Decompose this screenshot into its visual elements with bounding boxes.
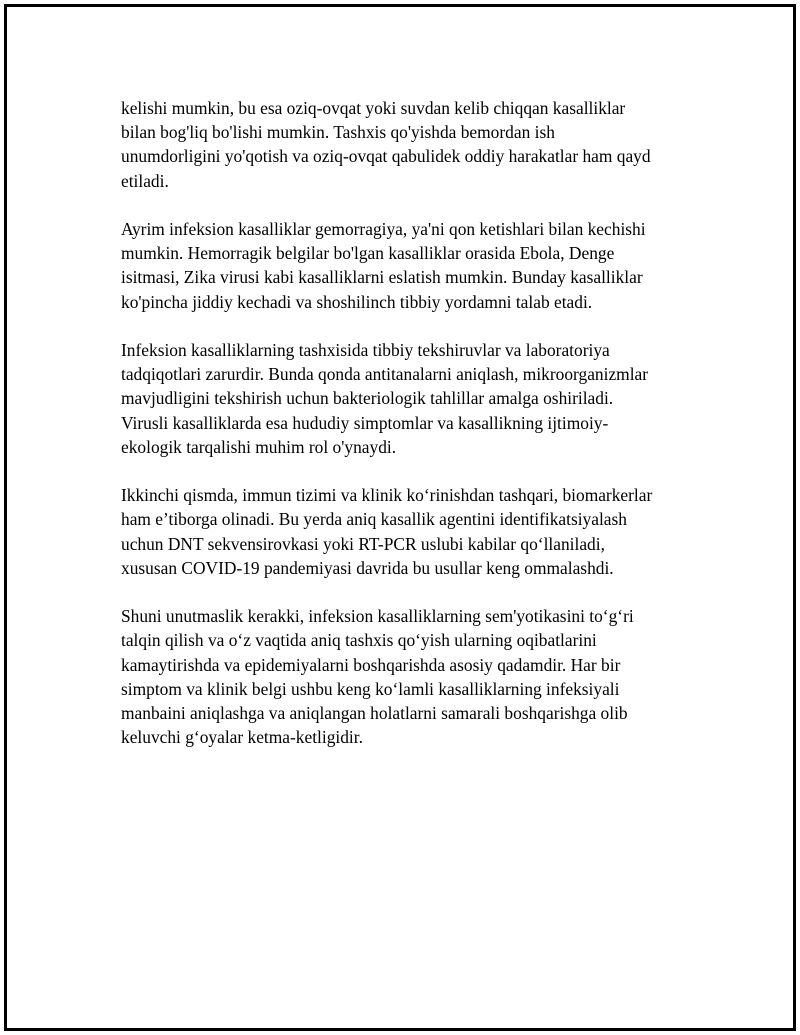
text-line: tadqiqotlari zarurdir. Bunda qonda antitanalarni aniqlash, mikroorganizmlar [121, 364, 649, 385]
text-line: talqin qilish va oʻz vaqtida aniq tashxis qoʻyish ularning oqibatlarini [121, 630, 597, 651]
text-line: keluvchi gʻoyalar ketma-ketligidir. [121, 727, 363, 748]
paragraph-1 [121, 96, 693, 193]
paragraph-2 [121, 217, 693, 314]
text-line: Infeksion kasalliklarning tashxisida tibbiy tekshiruvlar va laboratoriya [121, 340, 610, 360]
text-line: manbaini aniqlashga va aniqlangan holatlarni samarali boshqarishga olib [121, 703, 628, 724]
paragraph-5 [121, 604, 693, 749]
text-line: simptom va klinik belgi ushbu keng koʻlamli kasalliklarning infeksiyali [121, 678, 620, 699]
text-line: kelishi mumkin, bu esa oziq-ovqat yoki suvdan kelib chiqqan kasalliklar [121, 98, 626, 118]
text-line: ko'pincha jiddiy kechadi va shoshilinch tibbiy yordamni talab etadi. [121, 291, 593, 312]
text-line: uchun DNT sekvensirovkasi yoki RT-PCR uslubi kabilar qoʻllaniladi, [121, 533, 605, 554]
text-line: xususan COVID-19 pandemiyasi davrida bu usullar keng ommalashdi. [121, 557, 614, 578]
text-line: unumdorligini yo'qotish va oziq-ovqat qabulidek oddiy harakatlar ham qayd [121, 146, 651, 167]
text-line: ham e’tiborga olinadi. Bu yerda aniq kasallik agentini identifikatsiyalash [121, 509, 627, 530]
text-line: isitmasi, Zika virusi kabi kasalliklarni eslatish mumkin. Bunday kasalliklar [121, 267, 643, 288]
paragraph-4 [121, 483, 693, 580]
text-line: Virusli kasalliklarda esa hududiy simptomlar va kasallikning ijtimoiy- [121, 412, 609, 433]
text-line: mumkin. Hemorragik belgilar bo'lgan kasalliklar orasida Ebola, Denge [121, 243, 615, 264]
text-line: Shuni unutmaslik kerakki, infeksion kasalliklarning sem'yotikasini toʻgʻri [121, 606, 634, 627]
text-line: kamaytirishda va epidemiyalarni boshqarishda asosiy qadamdir. Har bir [121, 654, 621, 675]
text-line: mavjudligini tekshirish uchun bakteriologik tahlillar amalga oshiriladi. [121, 388, 614, 409]
text-line: Ayrim infeksion kasalliklar gemorragiya, ya'ni qon ketishlari bilan kechishi [121, 219, 646, 239]
text-line: ekologik tarqalishi muhim rol o'ynaydi. [121, 436, 397, 457]
document-page [4, 4, 796, 1031]
text-line: bilan bog'liq bo'lishi mumkin. Tashxis qo'yishda bemordan ish [121, 122, 555, 143]
document-body [121, 96, 693, 774]
text-line: Ikkinchi qismda, immun tizimi va klinik koʻrinishdan tashqari, biomarkerlar [121, 485, 653, 506]
text-line: etiladi. [121, 170, 169, 191]
paragraph-3 [121, 338, 693, 459]
